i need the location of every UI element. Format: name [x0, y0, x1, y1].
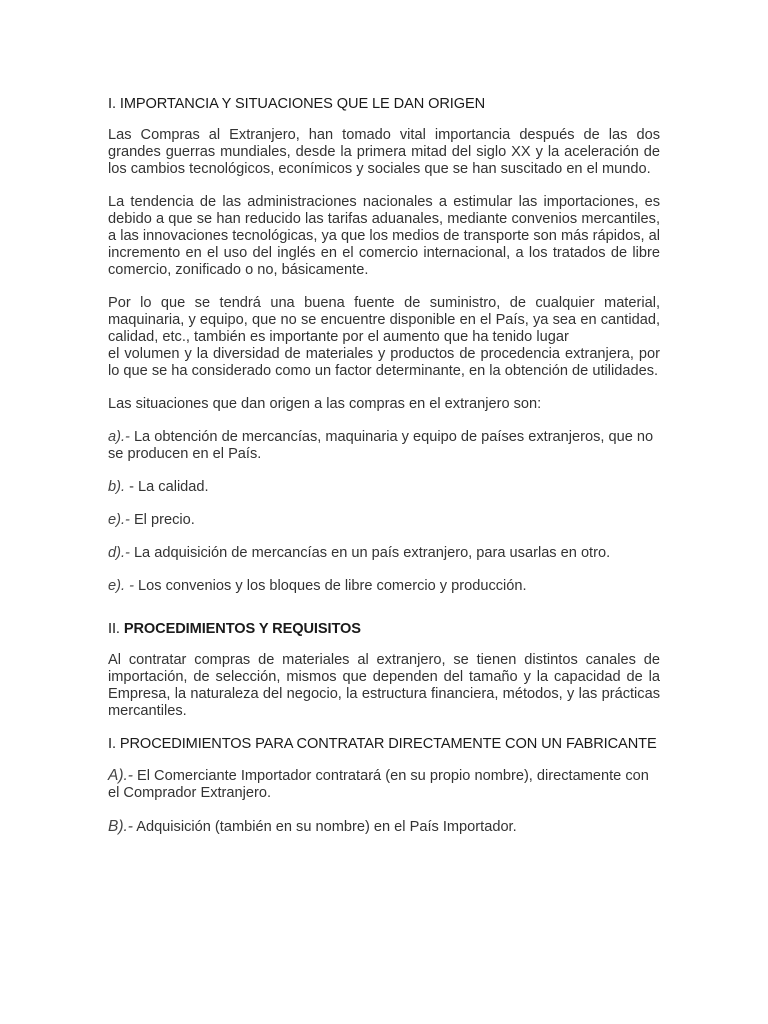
paragraph-tendencia: La tendencia de las administraciones nacionales a estimular las importaciones, es debido a que se han reducido las tarifas aduanales, mediante convenios mercantiles, a las innovaciones tecnológicas, ya que los medios de transporte son más rápidos, al incremento en el uso del inglés en el comercio internacional, a los tratados de libre comercio, zonificado o no, básicamente.: [108, 194, 660, 278]
paragraph-suministro: Por lo que se tendrá una buena fuente de suministro, de cualquier material, maquinaria, y equipo, que no se encuentre disponible en el País, ya sea en cantidad, calidad, etc., también es importante por el aumento que ha tenido lugar: [108, 295, 660, 345]
paragraph-contratar: Al contratar compras de materiales al extranjero, se tienen distintos canales de importación, de selección, mismos que dependen del tamaño y la capacidad de la Empresa, la naturaleza del negocio, la estructura financiera, métodos, y las prácticas mercantiles.: [108, 652, 660, 719]
list-item-label: a).-: [108, 429, 130, 445]
paragraph-situaciones: Las situaciones que dan origen a las compras en el extranjero son:: [108, 396, 542, 412]
section-1-heading: I. IMPORTANCIA Y SITUACIONES QUE LE DAN ORIGEN: [108, 96, 486, 112]
list-item-text: Los convenios y los bloques de libre comercio y producción.: [133, 578, 527, 594]
list-item-text: El precio.: [129, 512, 195, 528]
list-item-text: El Comerciante Importador contratará (en su propio nombre), directamente con el Comprador Extranjero.: [108, 768, 649, 801]
document-page: [108, 96, 660, 852]
list-item: [108, 429, 660, 463]
paragraph-volumen: el volumen y la diversidad de materiales y productos de procedencia extranjera, por lo que se ha considerado como un factor determinante, en la obtención de utilidades.: [108, 346, 660, 379]
list-item-label: e).-: [108, 512, 130, 528]
list-item: [108, 767, 660, 802]
list-item-text: La obtención de mercancías, maquinaria y equipo de países extranjeros, que no se producen en el País.: [108, 429, 654, 462]
section-2-title: PROCEDIMIENTOS Y REQUISITOS: [123, 621, 361, 637]
paragraph-compras-extranjero: Las Compras al Extranjero, han tomado vital importancia después de las dos grandes guerras mundiales, desde la primera mitad del siglo XX y la aceleración de los cambios tecnológicos, econímicos y sociales que se han suscitado en el mundo.: [108, 127, 660, 177]
list-item-label: e). -: [108, 578, 134, 594]
list-item-text: - La calidad.: [125, 479, 209, 495]
list-item: [108, 512, 660, 529]
list-item-label: d).-: [108, 545, 130, 561]
section-2-number: II.: [108, 621, 120, 637]
list-item: [108, 545, 660, 562]
section-2-heading: [108, 621, 660, 638]
list-item-label: B).-: [108, 818, 133, 835]
list-item-text: La adquisición de mercancías en un país extranjero, para usarlas en otro.: [129, 545, 611, 561]
list-item-label: b).: [108, 479, 126, 495]
list-item-label: A).-: [108, 767, 133, 784]
list-item: [108, 578, 660, 595]
section-spacer: [108, 611, 660, 621]
list-item: [108, 479, 660, 496]
list-item-text: Adquisición (también en su nombre) en el País Importador.: [132, 819, 517, 835]
list-item: [108, 818, 660, 836]
section-3-heading: I. PROCEDIMIENTOS PARA CONTRATAR DIRECTAMENTE CON UN FABRICANTE: [108, 736, 657, 752]
